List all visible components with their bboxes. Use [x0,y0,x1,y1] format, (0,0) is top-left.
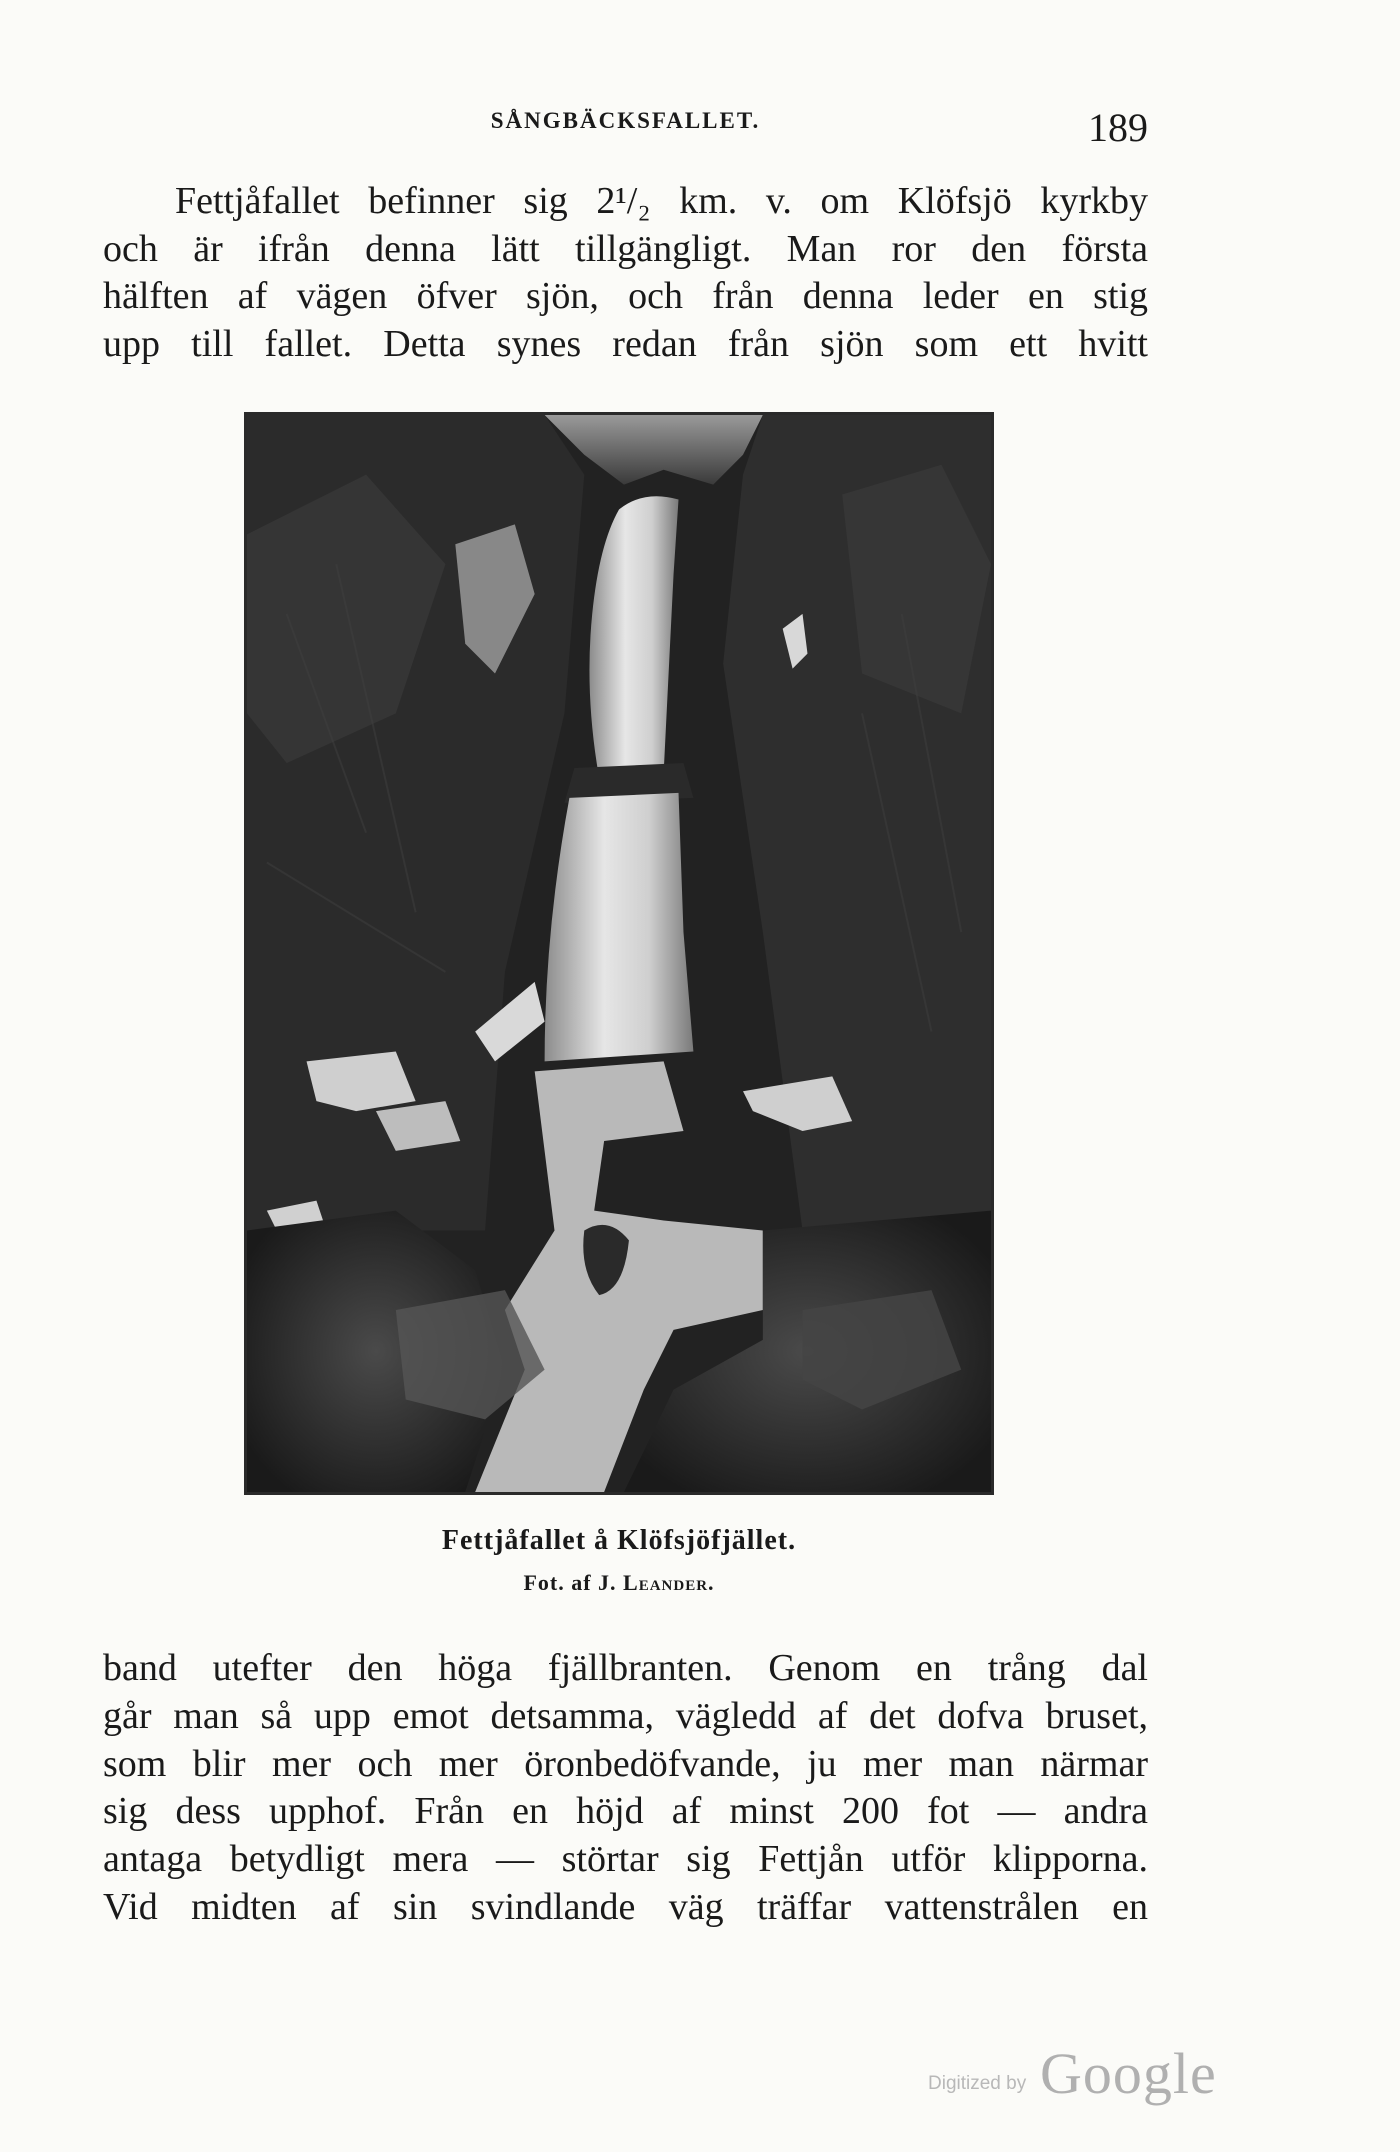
digitized-watermark [928,2040,1228,2106]
running-head: SÅNGBÄCKSFALLET. [490,108,761,133]
photographer-name: Leander. [623,1570,715,1595]
text-line: som blir mer och mer öronbedöfvande, ju mer man närmar [103,1742,1148,1785]
text-line: antaga betydligt mera — störtar sig Fettjån utför klipporna. [103,1838,1148,1881]
page-header [103,105,1148,150]
text-line: band utefter den höga fjällbranten. Genom en trång dal [103,1647,1148,1689]
waterfall-illustration [247,415,991,1492]
waterfall-photograph [244,412,994,1495]
text-line: hälften af vägen öfver sjön, och från denna leder en stig [103,275,1148,318]
text-line: och är ifrån denna lätt tillgängligt. Man ror den första [103,227,1148,270]
paragraph-1 [103,178,1148,368]
digitized-by-text: Digitized by [928,2073,1027,2094]
paragraph-2 [103,1645,1148,1932]
photo-credit [244,1570,994,1596]
text-line: Vid midten af sin svindlande väg träffar vattenstrålen en [103,1885,1148,1928]
text-line: går man så upp emot detsamma, vägledd af det dofva bruset, [103,1694,1148,1737]
photo-credit-prefix: Fot. af J. [523,1570,624,1595]
text-line: sig dess upphof. Från en höjd af minst 200 fot — andra [103,1790,1148,1833]
figure-caption: Fettjåfallet å Klöfsjöfjället. [441,1525,797,1556]
google-logo: Google [1040,2041,1217,2106]
page-number: 189 [1088,105,1148,150]
text-line: Fettjåfallet befinner sig 2¹/₂ km. v. om Klöfsjö kyrkby [175,180,1148,222]
text-line: upp till fallet. Detta synes redan från sjön som ett hvitt [103,322,1148,365]
